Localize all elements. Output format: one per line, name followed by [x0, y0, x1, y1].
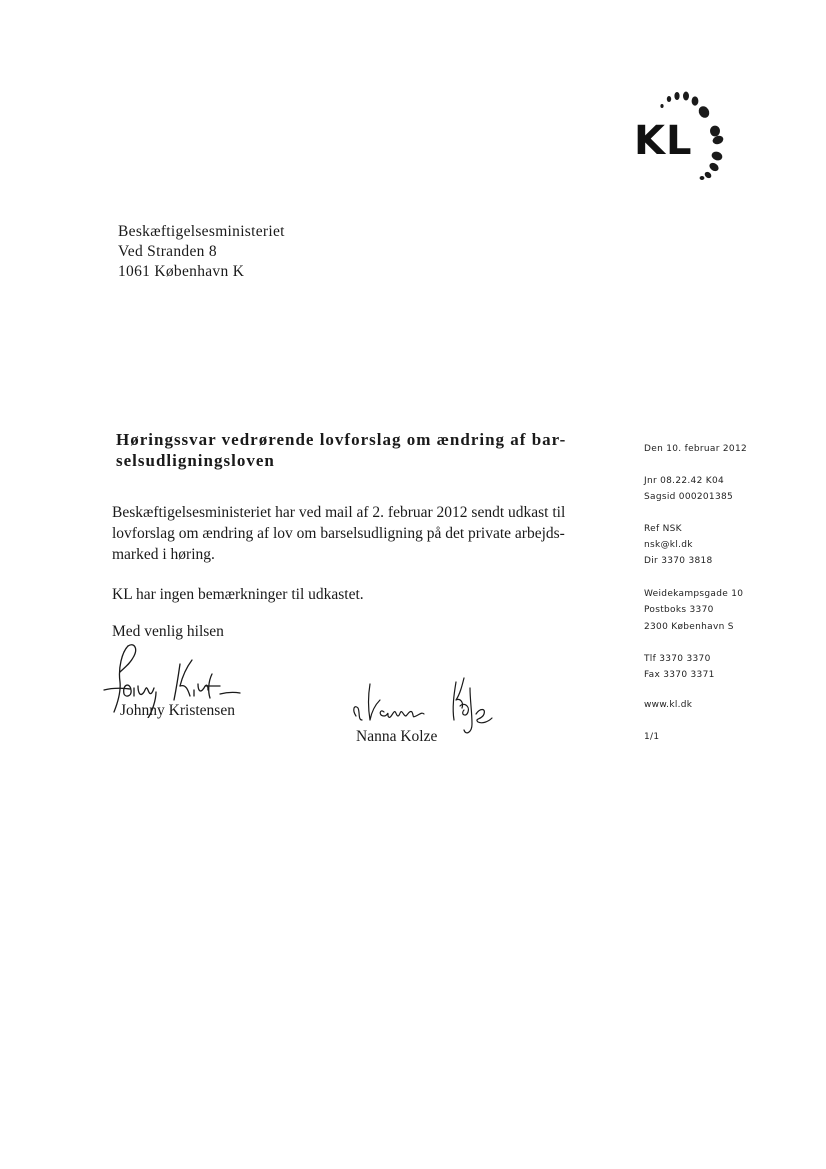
- fax: Fax 3370 3371: [644, 670, 715, 680]
- kl-logo: [628, 84, 738, 190]
- body-line: marked i høring.: [112, 546, 215, 563]
- page-number: 1/1: [644, 732, 660, 742]
- subject-line: selsudligningsloven: [116, 451, 275, 470]
- body-paragraph: [112, 502, 565, 565]
- recipient-line: Beskæftigelsesministeriet: [118, 223, 285, 240]
- signatory-name: Nanna Kolze: [356, 728, 438, 745]
- closing-salutation: Med venlig hilsen: [112, 623, 224, 640]
- recipient-line: 1061 København K: [118, 263, 245, 280]
- telephone: Tlf 3370 3370: [644, 654, 711, 664]
- logo-wordmark: KL: [634, 118, 693, 164]
- city-address: 2300 København S: [644, 622, 734, 632]
- body-line: lovforslag om ændring af lov om barselsudligning på det private arbejds-: [112, 525, 565, 542]
- subject-line: Høringssvar vedrørende lovforslag om ændring af bar-: [116, 430, 567, 449]
- recipient-address: [118, 222, 285, 282]
- reference: Ref NSK: [644, 524, 682, 534]
- signatory-name: Johnny Kristensen: [120, 702, 235, 719]
- case-id: Sagsid 000201385: [644, 492, 734, 502]
- contact-email: nsk@kl.dk: [644, 540, 693, 550]
- postbox: Postboks 3370: [644, 605, 714, 615]
- letter-subject: [116, 429, 596, 471]
- direct-phone: Dir 3370 3818: [644, 556, 713, 566]
- body-line: Beskæftigelsesministeriet har ved mail af 2. februar 2012 sendt udkast til: [112, 504, 566, 521]
- website: www.kl.dk: [644, 700, 693, 710]
- letter-date: Den 10. februar 2012: [644, 444, 748, 454]
- journal-number: Jnr 08.22.42 K04: [644, 476, 725, 486]
- recipient-line: Ved Stranden 8: [118, 243, 217, 260]
- body-paragraph: KL har ingen bemærkninger til udkastet.: [112, 586, 364, 603]
- street-address: Weidekampsgade 10: [644, 589, 744, 599]
